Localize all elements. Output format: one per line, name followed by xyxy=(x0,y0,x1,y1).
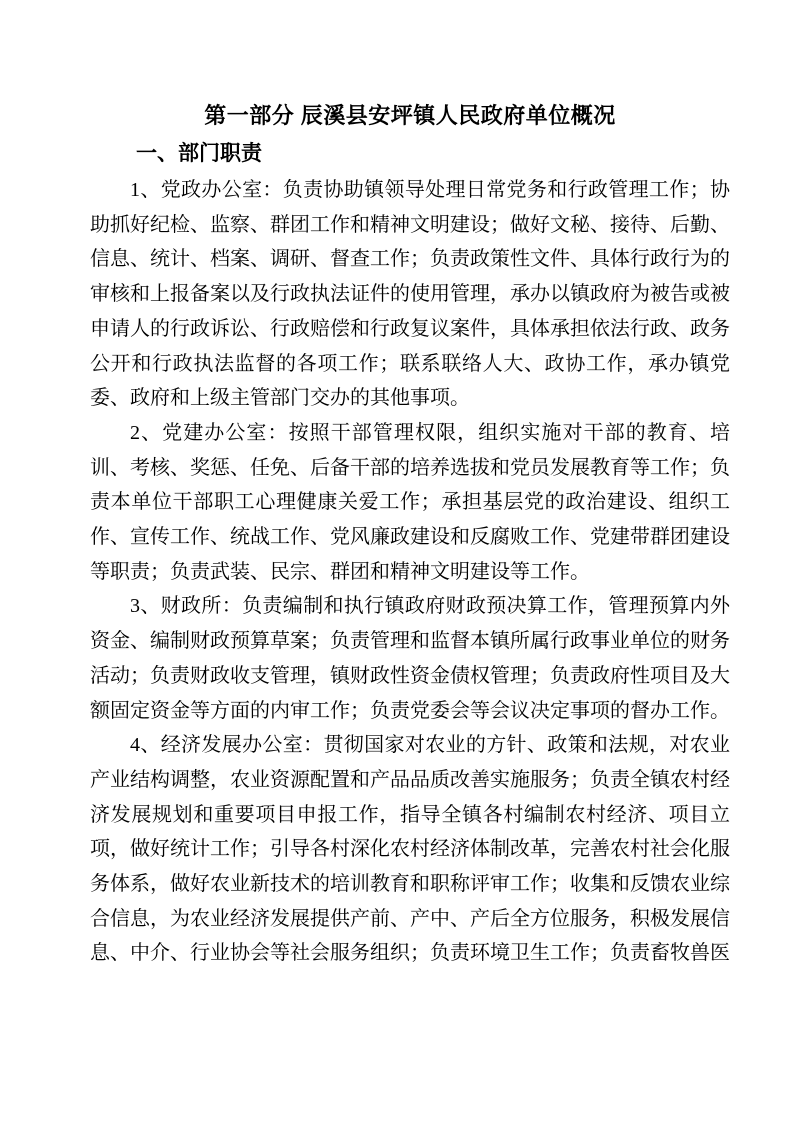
paragraph-1-dangzheng-office: 1、党政办公室：负责协助镇领导处理日常党务和行政管理工作；协助抓好纪检、监察、群团工作和精神文明建设；做好文秘、接待、后勤、信息、统计、档案、调研、督查工作；负责政策性文件、具体行政行为的审核和上报备案以及行政执法证件的使用管理，承办以镇政府为被告或被申请人的行政诉讼、行政赔偿和行政复议案件，具体承担依法行政、政务公开和行政执法监督的各项工作；联系联络人大、政协工作，承办镇党委、政府和上级主管部门交办的其他事项。 xyxy=(90,179,730,410)
paragraph-2-dangjian-office: 2、党建办公室：按照干部管理权限，组织实施对干部的教育、培训、考核、奖惩、任免、后备干部的培养选拔和党员发展教育等工作；负责本单位干部职工心理健康关爱工作；承担基层党的政治建设、组织工作、宣传工作、统战工作、党风廉政建设和反腐败工作、党建带群团建设等职责；负责武装、民宗、群团和精神文明建设等工作。 xyxy=(90,421,730,583)
paragraph-3-finance-office: 3、财政所：负责编制和执行镇政府财政预决算工作，管理预算内外资金、编制财政预算草案；负责管理和监督本镇所属行政事业单位的财务活动；负责财政收支管理，镇财政性资金债权管理；负责政府性项目及大额固定资金等方面的内审工作；负责党委会等会议决定事项的督办工作。 xyxy=(90,595,730,722)
document-title: 第一部分 辰溪县安坪镇人民政府单位概况 xyxy=(204,103,616,128)
paragraph-list xyxy=(90,173,730,971)
paragraph-4-economic-development-office: 4、经济发展办公室：贯彻国家对农业的方针、政策和法规，对农业产业结构调整，农业资源配置和产品品质改善实施服务；负责全镇农村经济发展规划和重要项目申报工作，指导全镇各村编制农村经济、项目立项，做好统计工作；引导各村深化农村经济体制改革，完善农村社会化服务体系，做好农业新技术的培训教育和职称评审工作；收集和反馈农业综合信息，为农业经济发展提供产前、产中、产后全方位服务，积极发展信息、中介、行业协会等社会服务组织；负责环境卫生工作；负责畜牧兽医 xyxy=(90,734,730,965)
section-heading: 一、部门职责 xyxy=(136,142,262,165)
